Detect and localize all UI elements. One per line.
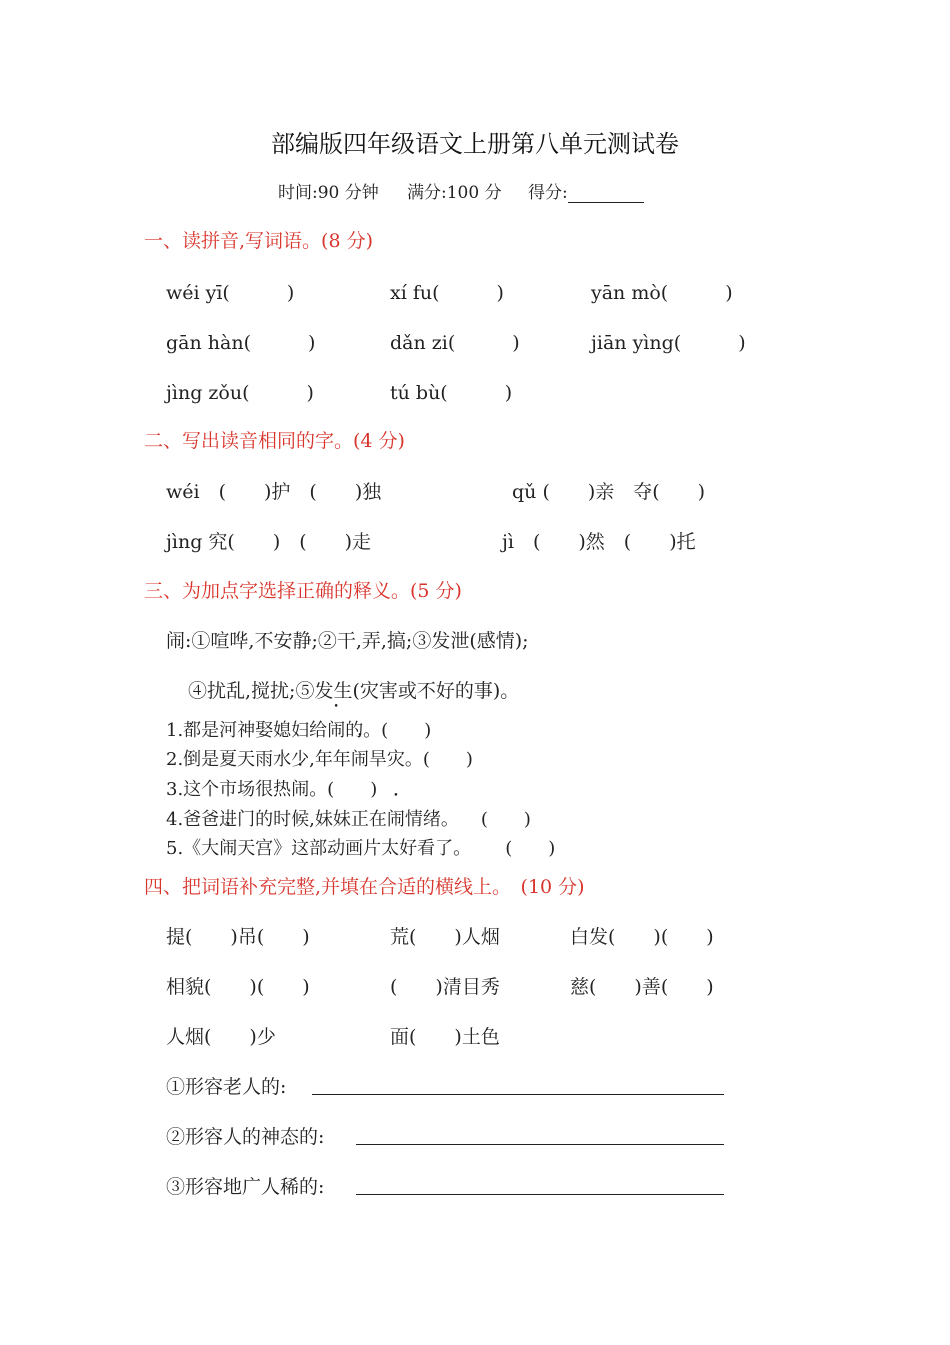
pinyin-item[interactable]: xí fu( ) (390, 282, 504, 304)
idiom-item[interactable]: ( )清目秀 (390, 976, 500, 998)
idiom-item[interactable]: 荒( )人烟 (390, 926, 500, 948)
answer-paren[interactable]: 旱灾。( ) (368, 749, 473, 770)
homophone-row[interactable]: jì ( )然 ( )托 (502, 531, 696, 553)
score-label: 得分: (528, 183, 568, 203)
question-1[interactable] (166, 716, 431, 742)
section1-heading: 一、读拼音,写词语。(8 分) (144, 230, 373, 252)
pinyin-item[interactable]: dǎn zi( ) (390, 332, 520, 354)
question-text: 3.这个市场很热 (166, 779, 292, 800)
pinyin-item[interactable]: yān mò( ) (591, 282, 733, 304)
dotted-char: 闹 (327, 720, 346, 741)
answer-paren[interactable]: 。( ) (309, 779, 378, 800)
question-text: 情绪。 (404, 809, 459, 830)
question-2[interactable] (166, 745, 473, 771)
score-field[interactable] (528, 178, 644, 203)
pinyin-item[interactable]: tú bù( ) (390, 382, 513, 404)
dotted-char: 闹 (386, 809, 405, 830)
question-3[interactable] (166, 775, 377, 801)
question-text: 5.《大 (166, 838, 220, 859)
fill-label-3: ③形容地广人稀的: (166, 1176, 325, 1198)
question-text: 4.爸爸进门的时候,妹妹正在 (166, 809, 387, 830)
dotted-char: 闹 (291, 779, 310, 800)
question-4[interactable] (166, 805, 531, 831)
definition-line: 闹:①喧哗,不安静;②干,弄,搞;③发泄(感情); (166, 630, 529, 652)
idiom-item[interactable]: 提( )吊( ) (166, 926, 310, 948)
question-text: 1.都是河神娶媳妇给 (166, 720, 328, 741)
answer-line-3[interactable] (356, 1194, 724, 1195)
question-text: 2.倒是夏天雨水少,年年 (166, 749, 351, 770)
pinyin-item[interactable]: jiān yìng( ) (591, 332, 746, 354)
full-score-info: 满分:100 分 (407, 183, 502, 203)
idiom-item[interactable]: 人烟( )少 (166, 1026, 276, 1048)
section2-heading: 二、写出读音相同的字。(4 分) (144, 430, 405, 452)
question-text: 天宫》这部动画片太好看了。 (237, 838, 472, 859)
answer-paren[interactable]: ( ) (505, 838, 556, 859)
pinyin-item[interactable]: gān hàn( ) (166, 332, 316, 354)
homophone-row[interactable]: wéi ( )护 ( )独 (166, 481, 382, 503)
answer-line-2[interactable] (356, 1144, 724, 1145)
question-5[interactable] (166, 834, 555, 860)
definition-line: ④扰乱,搅扰;⑤发生(灾害或不好的事)。 (188, 680, 520, 702)
idiom-item[interactable]: 慈( )善( ) (570, 976, 714, 998)
fill-label-2: ②形容人的神态的: (166, 1126, 325, 1148)
answer-paren[interactable]: ( ) (480, 809, 531, 830)
fill-label-1: ①形容老人的: (166, 1076, 287, 1098)
dotted-char: 闹 (219, 838, 238, 859)
time-info: 时间:90 分钟 (278, 183, 379, 203)
answer-paren[interactable]: 的。( ) (345, 720, 432, 741)
answer-line-1[interactable] (312, 1094, 724, 1095)
homophone-row[interactable]: jìng 究( ) ( )走 (166, 531, 372, 553)
idiom-item[interactable]: 相貌( )( ) (166, 976, 310, 998)
idiom-item[interactable]: 白发( )( ) (570, 926, 714, 948)
idiom-item[interactable]: 面( )土色 (390, 1026, 500, 1048)
pinyin-item[interactable]: jìng zǒu( ) (166, 382, 314, 404)
score-blank[interactable] (568, 182, 644, 203)
page-title: 部编版四年级语文上册第八单元测试卷 (271, 130, 679, 158)
homophone-row[interactable]: qǔ ( )亲 夺( ) (512, 481, 706, 503)
section3-heading: 三、为加点字选择正确的释义。(5 分) (144, 580, 462, 602)
dotted-char: 闹 (350, 749, 369, 770)
section4-heading: 四、把词语补充完整,并填在合适的横线上。 (10 分) (144, 876, 585, 898)
pinyin-item[interactable]: wéi yī( ) (166, 282, 295, 304)
